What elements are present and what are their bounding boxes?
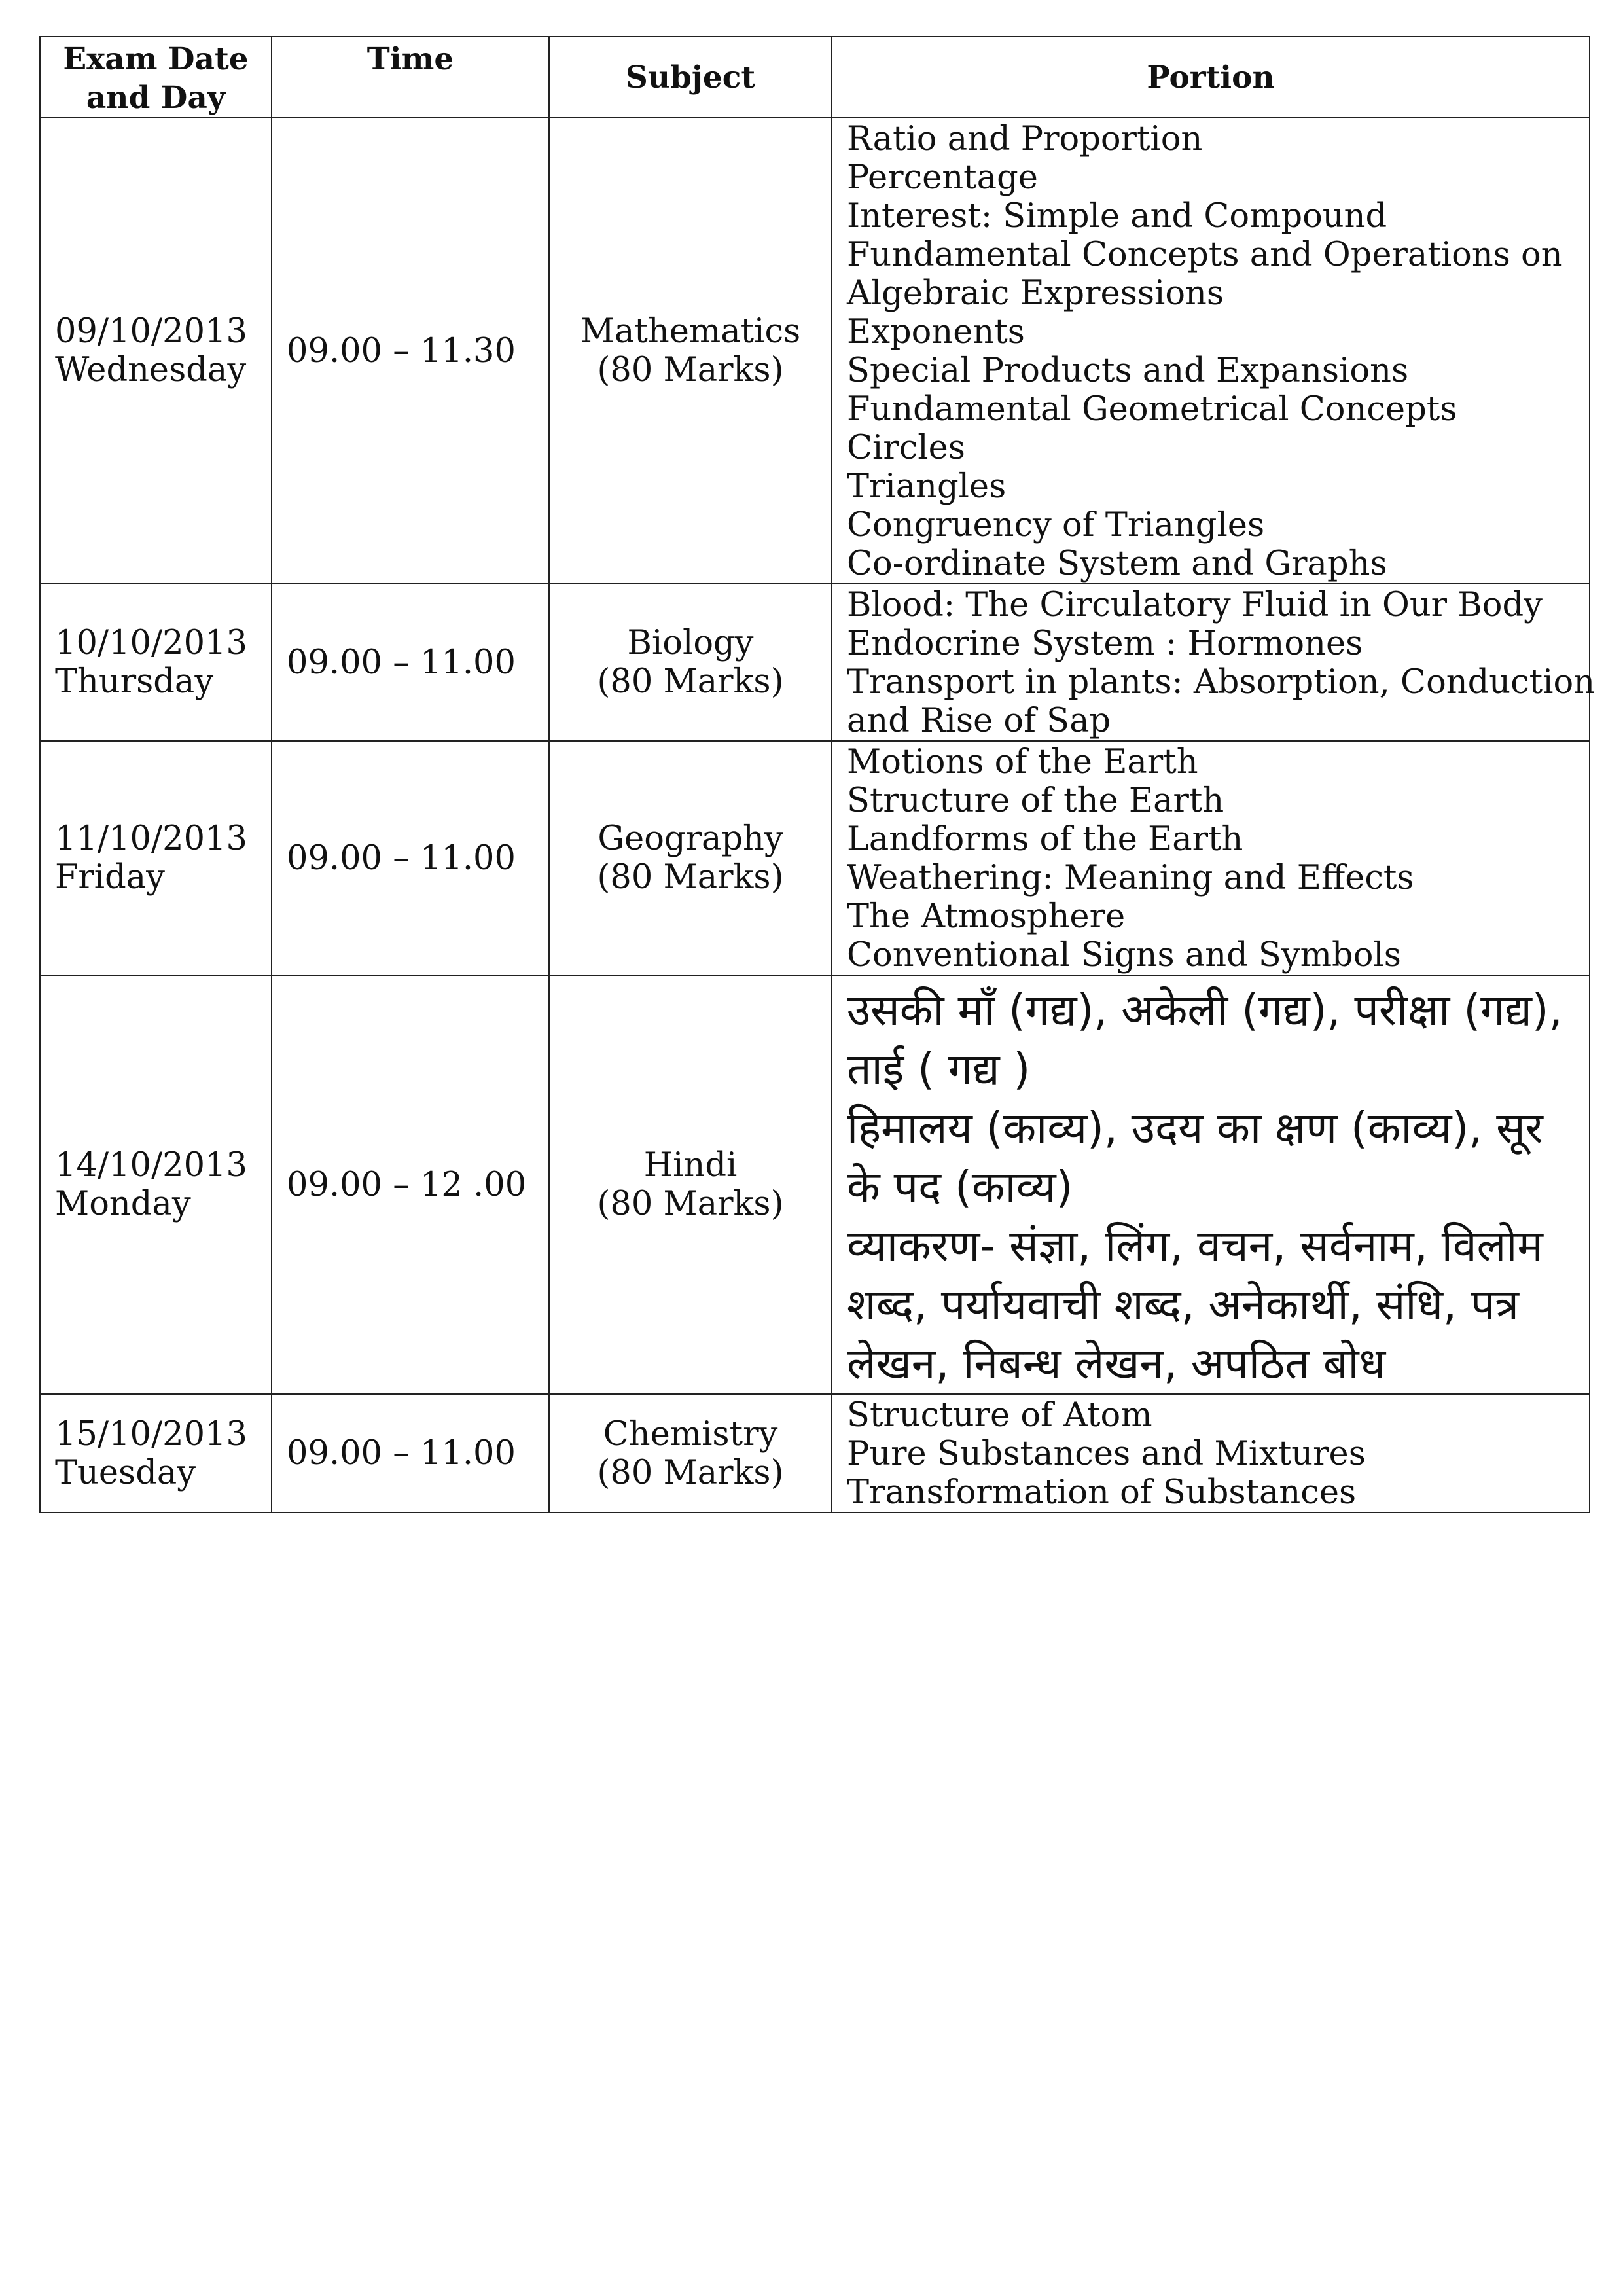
exam-date: 09/10/2013 xyxy=(55,312,247,351)
portion-item: Conventional Signs and Symbols xyxy=(847,936,1401,975)
portion-item: Exponents xyxy=(847,313,1025,351)
time-cell: 09.00 – 11.00 xyxy=(272,584,549,741)
subject-cell xyxy=(549,741,832,975)
subject-cell xyxy=(549,584,832,741)
time-cell: 09.00 – 11.00 xyxy=(272,741,549,975)
exam-schedule-table xyxy=(39,36,1596,1513)
subject-marks: (80 Marks) xyxy=(597,1453,784,1492)
exam-day: Monday xyxy=(55,1185,191,1223)
portion-item: Fundamental Geometrical Concepts xyxy=(847,390,1457,429)
date-cell xyxy=(40,741,272,975)
portion-item: Triangles xyxy=(847,467,1007,506)
portion-item: Fundamental Concepts and Operations on xyxy=(847,236,1563,274)
header-row xyxy=(40,37,1590,118)
header-date-day: Exam Date and Day xyxy=(40,37,272,118)
portion-item: हिमालय (काव्य), उदय का क्षण (काव्य), सूर के पद (काव्य) xyxy=(847,1103,1543,1212)
portion-item: Structure of Atom xyxy=(847,1396,1152,1435)
table-row xyxy=(40,975,1590,1394)
subject-cell xyxy=(549,975,832,1394)
exam-date: 11/10/2013 xyxy=(55,819,247,858)
subject-name: Biology xyxy=(627,624,754,662)
subject-cell xyxy=(549,118,832,584)
subject-name: Chemistry xyxy=(603,1414,778,1454)
table-row xyxy=(40,1394,1590,1513)
exam-day: Thursday xyxy=(55,662,214,701)
exam-day: Tuesday xyxy=(55,1453,196,1492)
portion-item: and Rise of Sap xyxy=(847,702,1111,740)
portion-cell xyxy=(832,1394,1590,1513)
portion-cell xyxy=(832,741,1590,975)
portion-item: उसकी माँ (गद्य), अकेली (गद्य), परीक्षा (गद्य), ताई ( गद्य ) xyxy=(847,985,1563,1094)
table-row xyxy=(40,741,1590,975)
subject-cell xyxy=(549,1394,832,1513)
time-cell: 09.00 – 11.30 xyxy=(272,118,549,584)
portion-item: Percentage xyxy=(847,158,1038,197)
date-cell xyxy=(40,584,272,741)
portion-item: The Atmosphere xyxy=(847,897,1126,936)
subject-name: Hindi xyxy=(643,1146,738,1185)
exam-date: 15/10/2013 xyxy=(55,1414,247,1454)
header-subject: Subject xyxy=(549,37,832,118)
portion-item: Weathering: Meaning and Effects xyxy=(847,859,1414,897)
subject-marks: (80 Marks) xyxy=(597,1185,784,1223)
time-cell: 09.00 – 11.00 xyxy=(272,1394,549,1513)
portion-item: Co-ordinate System and Graphs xyxy=(847,545,1387,583)
subject-name: Mathematics xyxy=(580,312,801,351)
portion-item: Circles xyxy=(847,429,965,467)
portion-item: Pure Substances and Mixtures xyxy=(847,1435,1366,1473)
exam-day: Wednesday xyxy=(55,351,247,389)
date-cell xyxy=(40,118,272,584)
time-cell: 09.00 – 12 .00 xyxy=(272,975,549,1394)
header-portion: Portion xyxy=(832,37,1590,118)
table-row xyxy=(40,584,1590,741)
portion-item: Transport in plants: Absorption, Conduction xyxy=(847,663,1596,702)
exam-day: Friday xyxy=(55,858,165,897)
portion-item: Structure of the Earth xyxy=(847,781,1224,820)
date-cell xyxy=(40,975,272,1394)
subject-marks: (80 Marks) xyxy=(597,351,784,389)
portion-item: Special Products and Expansions xyxy=(847,351,1409,390)
portion-item: Congruency of Triangles xyxy=(847,506,1265,545)
portion-cell xyxy=(832,975,1590,1394)
portion-item: Transformation of Substances xyxy=(847,1473,1357,1512)
table-row xyxy=(40,118,1590,584)
subject-marks: (80 Marks) xyxy=(597,858,784,897)
portion-item: Landforms of the Earth xyxy=(847,820,1243,859)
portion-item: Interest: Simple and Compound xyxy=(847,197,1387,236)
exam-date: 10/10/2013 xyxy=(55,624,247,662)
exam-date: 14/10/2013 xyxy=(55,1146,247,1185)
portion-item: व्याकरण- संज्ञा, लिंग, वचन, सर्वनाम, विलोम शब्द, पर्यायवाची शब्द, अनेकार्थी, संधि, पत्र लेखन, निबन्ध लेखन, अपठित बोध xyxy=(847,1221,1543,1389)
portion-item: Blood: The Circulatory Fluid in Our Body xyxy=(847,586,1543,624)
portion-cell xyxy=(832,118,1590,584)
portion-item: Motions of the Earth xyxy=(847,743,1198,781)
header-time: Time xyxy=(272,37,549,118)
portion-item: Endocrine System : Hormones xyxy=(847,624,1363,663)
portion-item: Ratio and Proportion xyxy=(847,120,1203,158)
portion-cell xyxy=(832,584,1596,741)
subject-marks: (80 Marks) xyxy=(597,662,784,701)
portion-item: Algebraic Expressions xyxy=(847,274,1224,313)
subject-name: Geography xyxy=(597,819,783,858)
date-cell xyxy=(40,1394,272,1513)
